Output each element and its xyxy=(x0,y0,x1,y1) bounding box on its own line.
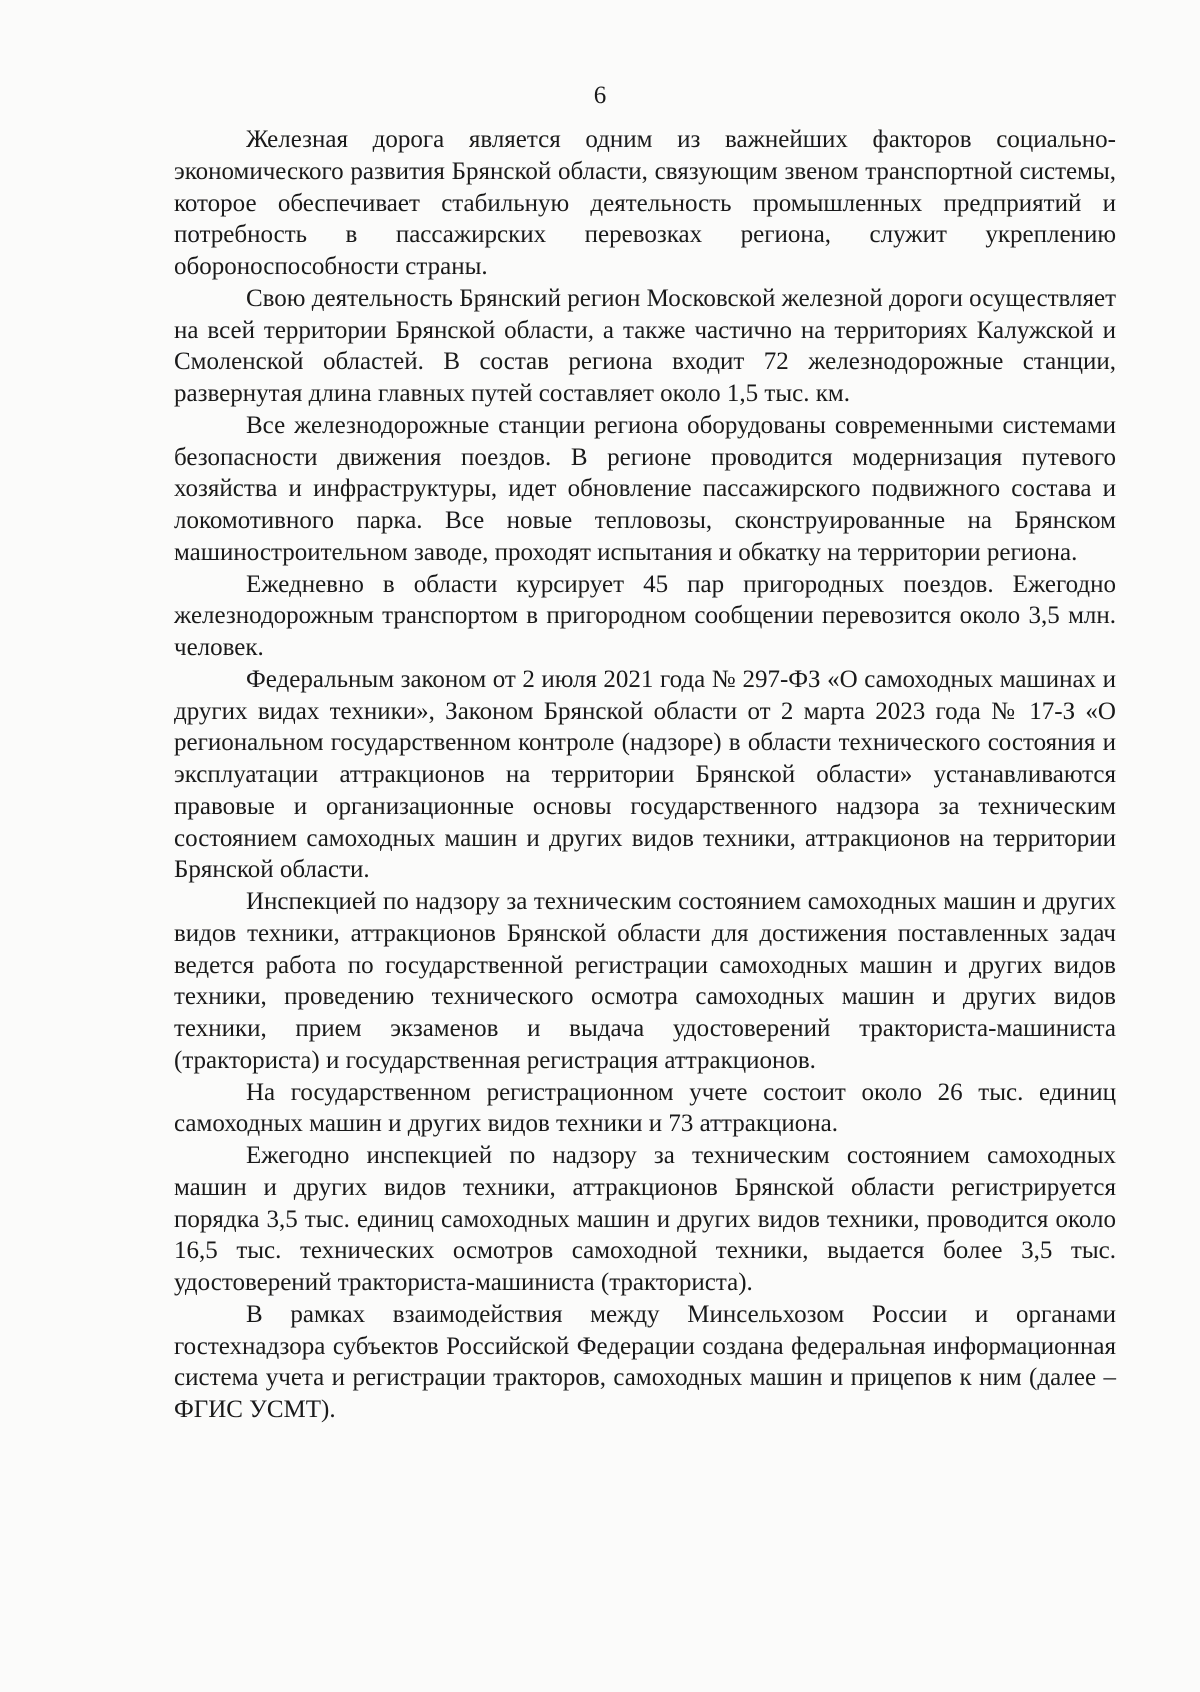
paragraph-stations-safety: Все железнодорожные станции региона оборудованы современными системами безопасности движения поездов. В регионе проводится модернизация путевого хозяйства и инфраструктуры, идет обновление пассажирского подвижного состава и локомотивного парка. Все новые тепловозы, сконструированные на Брянском машиностроительном заводе, проходят испытания и обкатку на территории региона. xyxy=(174,411,1116,566)
page-number: 6 xyxy=(593,82,607,109)
paragraph-railway-importance: Железная дорога является одним из важнейших факторов социально-экономического развития Брянской области, связующим звеном транспортной системы, которое обеспечивает стабильную деятельность промышленных предприятий и потребность в пассажирских перевозках региона, служит укреплению обороноспособности страны. xyxy=(174,126,1116,280)
paragraph-federal-law: Федеральным законом от 2 июля 2021 года № 297-ФЗ «О самоходных машинах и других видах техники», Законом Брянской области от 2 марта 2023 года № 17-З «О региональном государственном контроле (надзоре) в области технического состояния и эксплуатации аттракционов на территории Брянской области» устанавливаются правовые и организационные основы государственного надзора за техническим состоянием самоходных машин и других видов техники, аттракционов на территории Брянской области. xyxy=(174,665,1116,884)
paragraph-suburban-trains: Ежедневно в области курсирует 45 пар пригородных поездов. Ежегодно железнодорожным транспортом в пригородном сообщении перевозится около 3,5 млн. человек. xyxy=(174,570,1116,661)
paragraph-fgis-usmt: В рамках взаимодействия между Минсельхозом России и органами гостехнадзора субъектов Российской Федерации создана федеральная информационная система учета и регистрации тракторов, самоходных машин и прицепов к ним (далее – ФГИС УСМТ). xyxy=(174,1300,1116,1423)
paragraph-annual-statistics: Ежегодно инспекцией по надзору за техническим состоянием самоходных машин и других видов техники, аттракционов Брянской области регистрируется порядка 3,5 тыс. единиц самоходных машин и других видов техники, проводится около 16,5 тыс. технических осмотров самоходной техники, выдается более 3,5 тыс. удостоверений тракториста-машиниста (тракториста). xyxy=(174,1142,1116,1296)
document-body xyxy=(174,124,1116,1426)
paragraph-inspection-work: Инспекцией по надзору за техническим состоянием самоходных машин и других видов техники, аттракционов Брянской области для достижения поставленных задач ведется работа по государственной регистрации самоходных машин и других видов техники, проведению технического осмотра самоходных машин и других видов техники, прием экзаменов и выдача удостоверений тракториста-машиниста (тракториста) и государственная регистрация аттракционов. xyxy=(174,888,1116,1074)
paragraph-bryansk-region-railway: Свою деятельность Брянский регион Московской железной дороги осуществляет на всей территории Брянской области, а также частично на территориях Калужской и Смоленской областей. В состав региона входит 72 железнодорожные станции, развернутая длина главных путей составляет около 1,5 тыс. км. xyxy=(174,284,1116,407)
paragraph-registration-count: На государственном регистрационном учете состоит около 26 тыс. единиц самоходных машин и других видов техники и 73 аттракциона. xyxy=(174,1078,1116,1138)
